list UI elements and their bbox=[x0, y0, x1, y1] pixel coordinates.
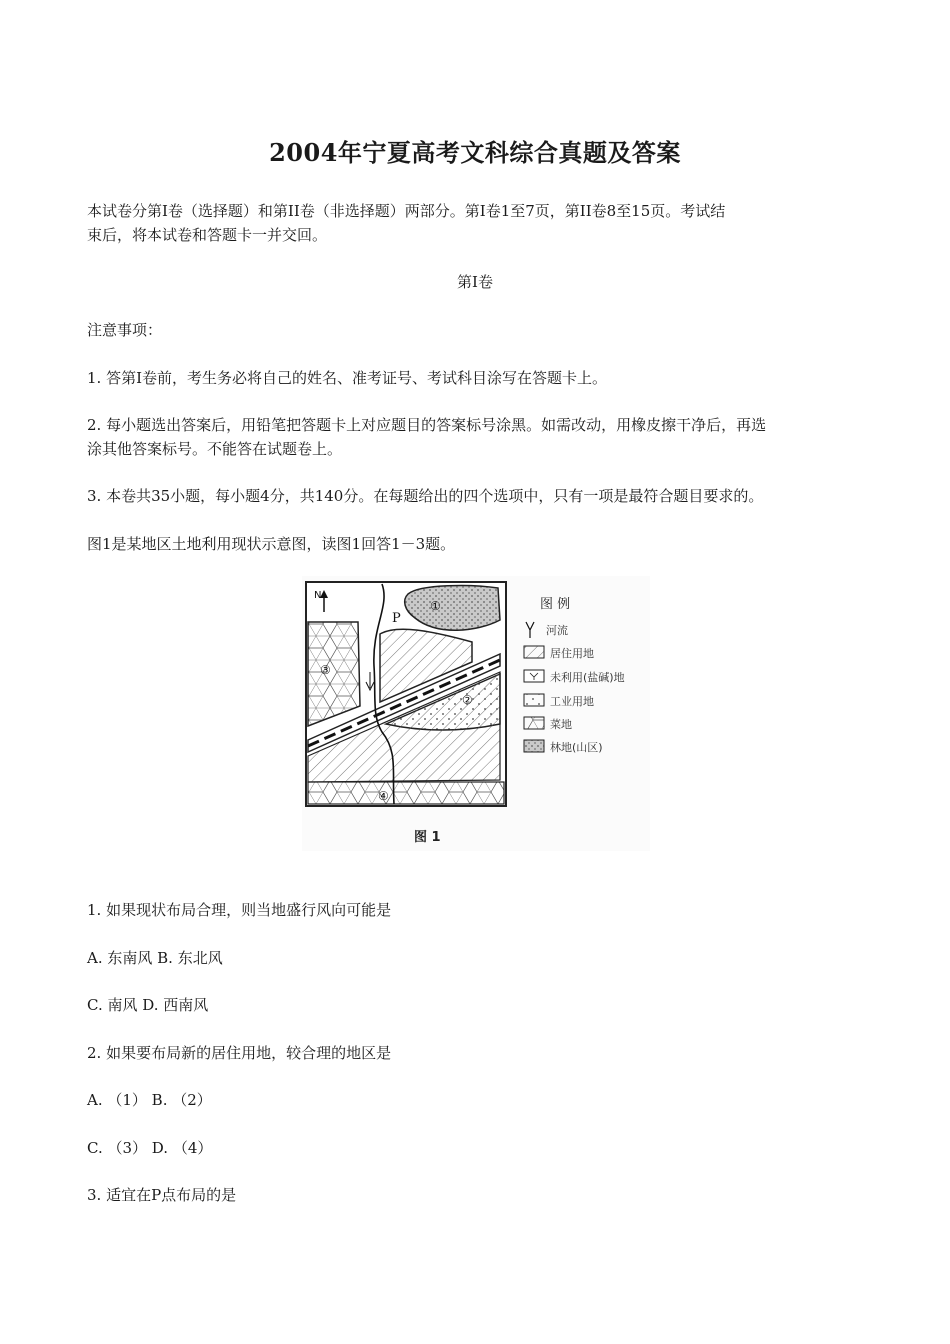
vegetable-zone-bottom bbox=[308, 782, 504, 804]
question-3: 3. 适宜在P点布局的是 bbox=[87, 1186, 237, 1204]
zone-1-label: ① bbox=[430, 599, 441, 613]
section-heading: 第I卷 bbox=[457, 273, 493, 291]
land-use-figure bbox=[302, 576, 650, 851]
notice-item-3: 3. 本卷共35小题，每小题4分，共140分。在每题给出的四个选项中，只有一项是最符合题目要求的。 bbox=[87, 487, 764, 505]
legend-industrial-swatch bbox=[524, 694, 544, 706]
legend-residential-swatch bbox=[524, 646, 544, 658]
north-label: N bbox=[314, 590, 322, 601]
question-2-options-ab: A. （1） B. （2） bbox=[87, 1091, 212, 1109]
figure-intro: 图1是某地区土地利用现状示意图，读图1回答1－3题。 bbox=[87, 535, 456, 553]
legend-river-icon bbox=[526, 622, 534, 638]
question-2-options-cd: C. （3） D. （4） bbox=[87, 1139, 213, 1157]
question-1-options-cd: C. 南风 D. 西南风 bbox=[87, 996, 209, 1014]
question-1-options-ab: A. 东南风 B. 东北风 bbox=[87, 949, 223, 967]
legend-unused-swatch bbox=[524, 670, 544, 682]
legend-forest: 林地(山区) bbox=[550, 741, 603, 754]
legend-forest-swatch bbox=[524, 740, 544, 752]
zone-3-label: ③ bbox=[320, 663, 331, 677]
intro-paragraph-line2: 束后，将本试卷和答题卡一并交回。 bbox=[87, 226, 328, 244]
legend-title: 图 例 bbox=[540, 597, 571, 612]
intro-paragraph-line1: 本试卷分第I卷（选择题）和第II卷（非选择题）两部分。第I卷1至7页，第II卷8至15页。考试结 bbox=[87, 202, 726, 220]
notice-heading: 注意事项： bbox=[87, 321, 163, 339]
question-1: 1. 如果现状布局合理，则当地盛行风向可能是 bbox=[87, 901, 392, 919]
legend-unused: 未利用(盐碱)地 bbox=[550, 671, 625, 684]
notice-item-2-line1: 2. 每小题选出答案后，用铅笔把答题卡上对应题目的答案标号涂黑。如需改动，用橡皮擦干净后，再选 bbox=[87, 416, 767, 434]
notice-item-1: 1. 答第I卷前，考生务必将自己的姓名、准考证号、考试科目涂写在答题卡上。 bbox=[87, 369, 608, 387]
legend-industrial: 工业用地 bbox=[550, 695, 594, 708]
zone-4-label: ④ bbox=[378, 789, 389, 803]
legend-vegetable-swatch bbox=[524, 717, 544, 729]
legend-river: 河流 bbox=[546, 624, 568, 637]
legend-vegetable: 菜地 bbox=[550, 718, 572, 731]
point-p-label: P bbox=[392, 611, 401, 626]
legend-residential: 居住用地 bbox=[550, 647, 594, 660]
zone-2-label: ② bbox=[462, 693, 473, 707]
notice-item-2-line2: 涂其他答案标号。不能答在试题卷上。 bbox=[87, 440, 343, 458]
figure-caption: 图 1 bbox=[414, 830, 441, 845]
land-use-map bbox=[302, 576, 650, 851]
page-title: 2004年宁夏高考文科综合真题及答案 bbox=[269, 138, 681, 167]
question-2: 2. 如果要布局新的居住用地，较合理的地区是 bbox=[87, 1044, 392, 1062]
